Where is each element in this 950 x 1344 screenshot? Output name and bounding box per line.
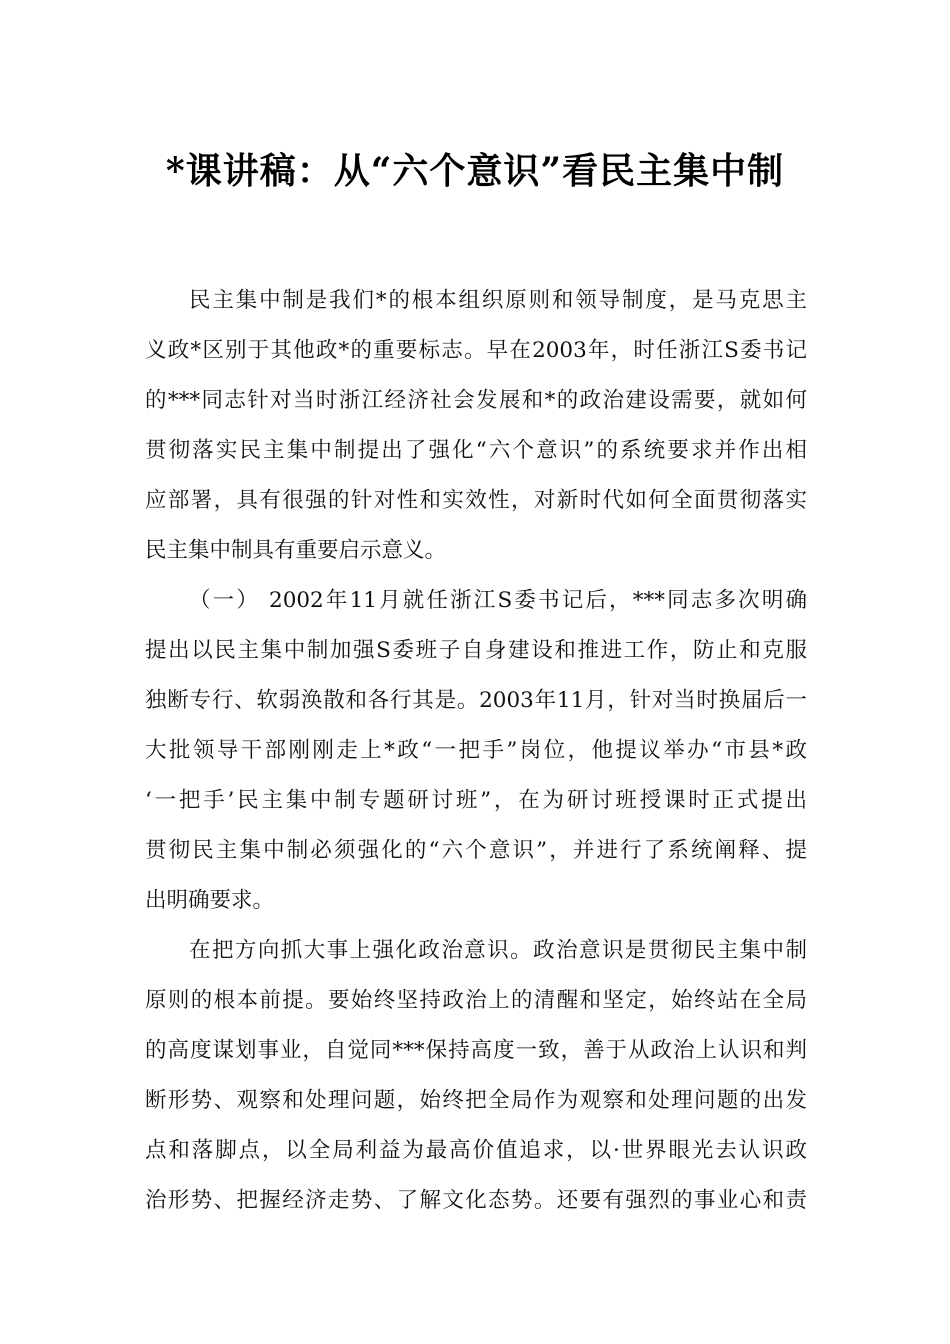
document-body [145, 276, 807, 1226]
text-line: 在把方向抓大事上强化政治意识。政治意识是贯彻民主集中制 [189, 938, 807, 963]
document-title: *课讲稿：从“六个意识”看民主集中制 [165, 150, 785, 192]
paragraph-3 [145, 926, 807, 1226]
text-line: 民主集中制具有重要启示意义。 [145, 538, 447, 563]
text-line: 大批领导干部刚刚走上*政“一把手”岗位，他提议举办“市县*政 [145, 738, 807, 763]
text-line: 断形势、观察和处理问题，始终把全局作为观察和处理问题的出发 [145, 1088, 807, 1113]
text-line: 提出以民主集中制加强S委班子自身建设和推进工作，防止和克服 [145, 638, 807, 663]
text-line: ‘一把手’民主集中制专题研讨班”，在为研讨班授课时正式提出 [145, 788, 807, 813]
text-line: 民主集中制是我们*的根本组织原则和领导制度，是马克思主 [189, 288, 807, 313]
paragraph-2 [145, 576, 807, 926]
text-line: 贯彻落实民主集中制提出了强化“六个意识”的系统要求并作出相 [145, 438, 807, 463]
text-line: 义政*区别于其他政*的重要标志。早在2003年，时任浙江S委书记 [145, 338, 807, 363]
text-line: 点和落脚点，以全局利益为最高价值追求，以·世界眼光去认识政 [145, 1138, 807, 1163]
text-line: 贯彻民主集中制必须强化的“六个意识”，并进行了系统阐释、提 [145, 838, 807, 863]
text-line: （一） 2002年11月就任浙江S委书记后，***同志多次明确 [189, 588, 807, 613]
text-line: 独断专行、软弱涣散和各行其是。2003年11月，针对当时换届后一 [145, 688, 807, 713]
text-line: 应部署，具有很强的针对性和实效性，对新时代如何全面贯彻落实 [145, 488, 807, 513]
text-line: 出明确要求。 [145, 888, 275, 913]
text-line: 的高度谋划事业，自觉同***保持高度一致，善于从政治上认识和判 [145, 1038, 807, 1063]
text-line: 治形势、把握经济走势、了解文化态势。还要有强烈的事业心和责 [145, 1188, 807, 1213]
paragraph-1 [145, 276, 807, 576]
text-line: 原则的根本前提。要始终坚持政治上的清醒和坚定，始终站在全局 [145, 988, 807, 1013]
text-line: 的***同志针对当时浙江经济社会发展和*的政治建设需要，就如何 [145, 388, 807, 413]
